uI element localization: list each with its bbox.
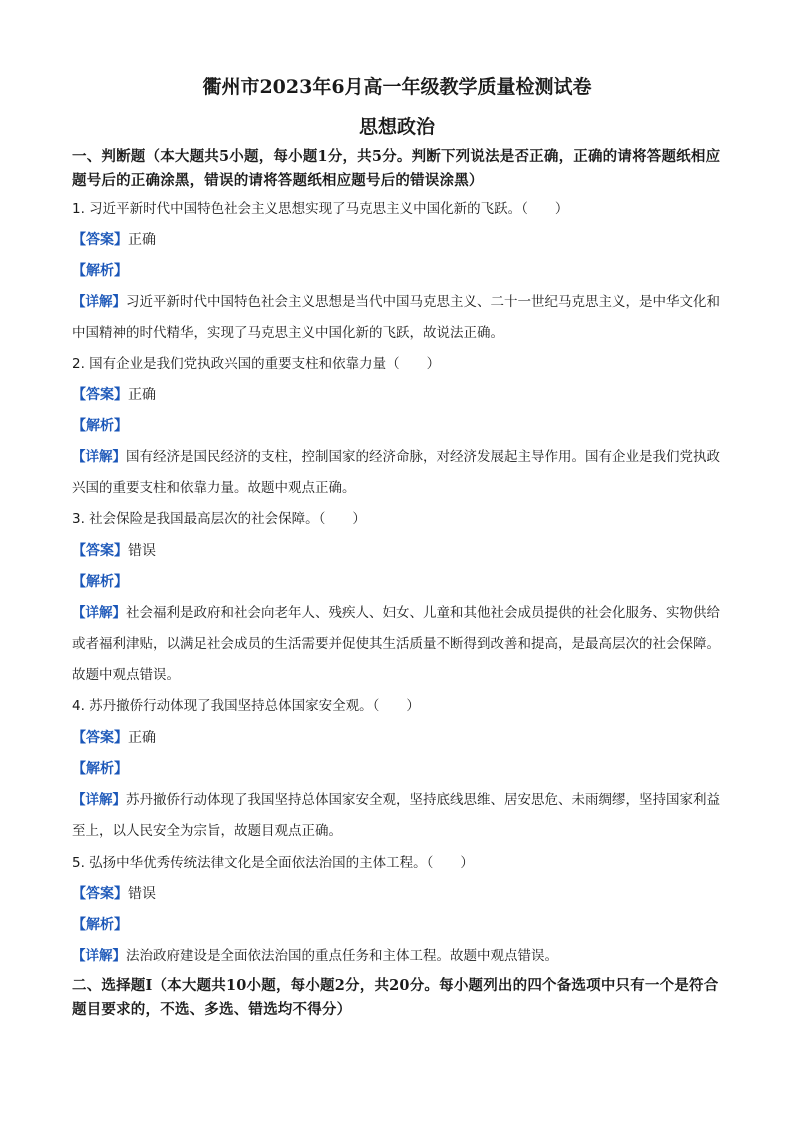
question-3-detail — [72, 598, 722, 691]
question-5-analysis — [72, 910, 722, 941]
answer-value: 正确 — [128, 730, 156, 746]
detail-text: 苏丹撤侨行动体现了我国坚持总体国家安全观，坚持底线思维、居安思危、未雨绸缪，坚持国家利益至上，以人民安全为宗旨，故题目观点正确。 — [72, 792, 720, 839]
answer-value: 错误 — [128, 543, 156, 559]
detail-text: 社会福利是政府和社会向老年人、残疾人、妇女、儿童和其他社会成员提供的社会化服务、实物供给或者福利津贴，以满足社会成员的生活需要并促使其生活质量不断得到改善和提高，是最高层次的社会保障。故题中观点错误。 — [72, 605, 720, 683]
detail-label: 【详解】 — [72, 449, 126, 465]
answer-label: 【答案】 — [72, 886, 128, 902]
detail-text: 习近平新时代中国特色社会主义思想是当代中国马克思主义、二十一世纪马克思主义，是中华文化和中国精神的时代精华，实现了马克思主义中国化新的飞跃，故说法正确。 — [72, 294, 720, 341]
question-4-analysis — [72, 754, 722, 785]
question-5-text: 5. 弘扬中华优秀传统法律文化是全面依法治国的主体工程。（ ） — [72, 855, 474, 871]
question-3-analysis — [72, 567, 722, 598]
section2-heading: 二、选择题Ⅰ（本大题共10小题，每小题2分，共20分。每小题列出的四个备选项中只有一个是符合题目要求的，不选、多选、错选均不得分） — [72, 977, 719, 1018]
answer-label: 【答案】 — [72, 543, 128, 559]
question-2-answer — [72, 380, 722, 411]
answer-label: 【答案】 — [72, 730, 128, 746]
analysis-label: 【解析】 — [72, 418, 128, 434]
question-4-answer — [72, 723, 722, 754]
question-2-analysis — [72, 411, 722, 442]
question-2-detail — [72, 442, 722, 504]
answer-value: 正确 — [128, 387, 156, 403]
question-1-analysis — [72, 256, 722, 287]
detail-text: 法治政府建设是全面依法治国的重点任务和主体工程。故题中观点错误。 — [126, 948, 558, 964]
question-2-text: 2. 国有企业是我们党执政兴国的重要支柱和依靠力量（ ） — [72, 356, 441, 372]
answer-label: 【答案】 — [72, 387, 128, 403]
question-3-text: 3. 社会保险是我国最高层次的社会保障。（ ） — [72, 511, 366, 527]
question-3-answer — [72, 536, 722, 567]
analysis-label: 【解析】 — [72, 917, 128, 933]
question-5-answer — [72, 879, 722, 910]
detail-label: 【详解】 — [72, 294, 126, 310]
question-1-answer — [72, 225, 722, 256]
answer-value: 正确 — [128, 232, 156, 248]
question-5-detail — [72, 941, 722, 972]
question-4-detail — [72, 785, 722, 847]
detail-label: 【详解】 — [72, 792, 126, 808]
detail-text: 国有经济是国民经济的支柱，控制国家的经济命脉，对经济发展起主导作用。国有企业是我们党执政兴国的重要支柱和依靠力量。故题中观点正确。 — [72, 449, 720, 496]
analysis-label: 【解析】 — [72, 263, 128, 279]
detail-label: 【详解】 — [72, 948, 126, 964]
section1-heading: 一、判断题（本大题共5小题，每小题1分，共5分。判断下列说法是否正确，正确的请将答题纸相应题号后的正确涂黑，错误的请将答题纸相应题号后的错误涂黑） — [72, 148, 721, 189]
answer-value: 错误 — [128, 886, 156, 902]
question-1-detail — [72, 287, 722, 349]
detail-label: 【详解】 — [72, 605, 126, 621]
subject-title: 思想政治 — [358, 116, 435, 138]
exam-title: 衢州市2023年6月高一年级教学质量检测试卷 — [202, 76, 592, 98]
answer-label: 【答案】 — [72, 232, 128, 248]
question-4-text: 4. 苏丹撤侨行动体现了我国坚持总体国家安全观。（ ） — [72, 698, 420, 714]
analysis-label: 【解析】 — [72, 761, 128, 777]
question-1-text: 1. 习近平新时代中国特色社会主义思想实现了马克思主义中国化新的飞跃。（ ） — [72, 201, 569, 217]
analysis-label: 【解析】 — [72, 574, 128, 590]
